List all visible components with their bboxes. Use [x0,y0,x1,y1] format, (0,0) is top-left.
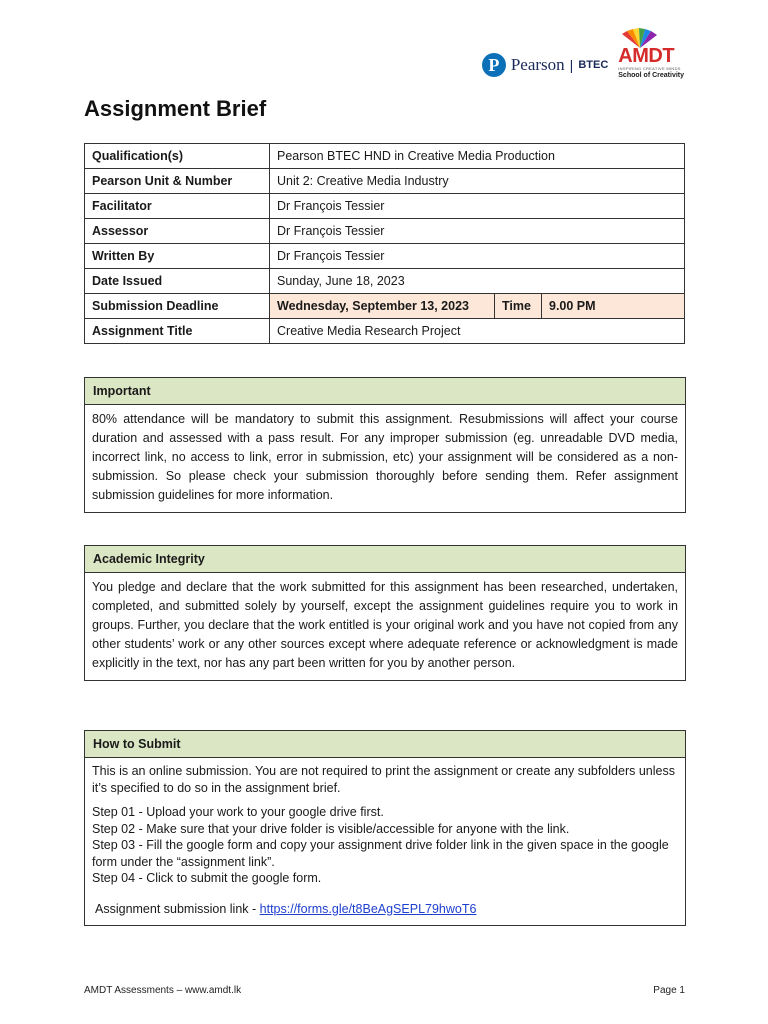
table-row [85,294,685,319]
table-row [85,144,685,169]
important-text: 80% attendance will be mandatory to submit this assignment. Resubmissions will affect your course duration and assessed with a pass result. For any improper submission (eg. unreadable DVD media, incorrect link, no access to link, error in submission, etc) your assignment will be considered as a non-submission. So please check your submission thoroughly before sending them. Refer assignment submission guidelines for more information. [92,412,678,502]
amdt-logo [618,28,684,79]
amdt-tagline: INSPIRING CREATIVE MINDS [618,66,681,71]
submission-link-line [92,901,678,918]
important-section [84,377,686,513]
page-title: Assignment Brief [84,96,267,121]
logo-separator: | [569,57,574,73]
footer-left: AMDT Assessments – www.amdt.lk [84,985,242,996]
deadline-label: Submission Deadline [85,294,270,319]
date-issued-label: Date Issued [85,269,270,294]
submission-link-label: Assignment submission link - [95,901,260,916]
how-to-submit-section [84,730,686,926]
submit-step: Step 03 - Fill the google form and copy your assignment drive folder link in the given space in the google form under the “assignment link”. [92,838,669,869]
how-to-submit-heading: How to Submit [85,731,685,758]
assignment-info-table [84,143,685,344]
btec-wordmark: BTEC [578,59,609,71]
table-row [85,244,685,269]
facilitator-label: Facilitator [85,194,270,219]
table-row [85,169,685,194]
qualification-value: Pearson BTEC HND in Creative Media Production [270,144,685,169]
submit-step: Step 01 - Upload your work to your google drive first. [92,805,384,819]
time-value: 9.00 PM [542,294,685,319]
time-label: Time [495,294,542,319]
table-row [85,219,685,244]
unit-value: Unit 2: Creative Media Industry [270,169,685,194]
table-row [85,319,685,344]
header-logos [482,28,684,79]
table-row [85,269,685,294]
unit-label: Pearson Unit & Number [85,169,270,194]
assessor-value: Dr François Tessier [270,219,685,244]
submit-step: Step 04 - Click to submit the google form. [92,871,322,885]
submit-step: Step 02 - Make sure that your drive folder is visible/accessible for anyone with the link. [92,821,570,836]
assessor-label: Assessor [85,219,270,244]
written-by-value: Dr François Tessier [270,244,685,269]
pearson-icon: P [482,53,506,77]
pearson-btec-logo [482,53,608,79]
academic-integrity-section [84,545,686,681]
qualification-label: Qualification(s) [85,144,270,169]
table-row [85,194,685,219]
submission-link[interactable]: https://forms.gle/t8BeAgSEPL79hwoT6 [259,901,477,916]
pearson-wordmark: Pearson [510,55,565,74]
assignment-title-label: Assignment Title [85,319,270,344]
how-to-submit-body [85,758,685,925]
written-by-label: Written By [85,244,270,269]
amdt-school-name: School of Creativity [618,72,684,79]
academic-integrity-text: You pledge and declare that the work submitted for this assignment has been researched, undertaken, completed, and submitted solely by yourself, except the assignment guidelines require you to work in groups. Further, you declare that the work entitled is your original work and you have not copied from any other students’ work or any other sources except where adequate reference or acknowledgment is made explicitly in the text, nor has any part been written for you by another person. [92,580,678,670]
facilitator-value: Dr François Tessier [270,194,685,219]
page-footer [84,985,685,996]
submit-intro: This is an online submission. You are not required to print the assignment or create any subfolders unless it’s specified to do so in the assignment brief. [92,764,675,795]
amdt-wordmark: AMDT [618,45,675,67]
assignment-title-value: Creative Media Research Project [270,319,685,344]
deadline-value: Wednesday, September 13, 2023 [270,294,495,319]
academic-integrity-heading: Academic Integrity [85,546,685,573]
important-heading: Important [85,378,685,405]
page-number: Page 1 [653,985,685,996]
date-issued-value: Sunday, June 18, 2023 [270,269,685,294]
